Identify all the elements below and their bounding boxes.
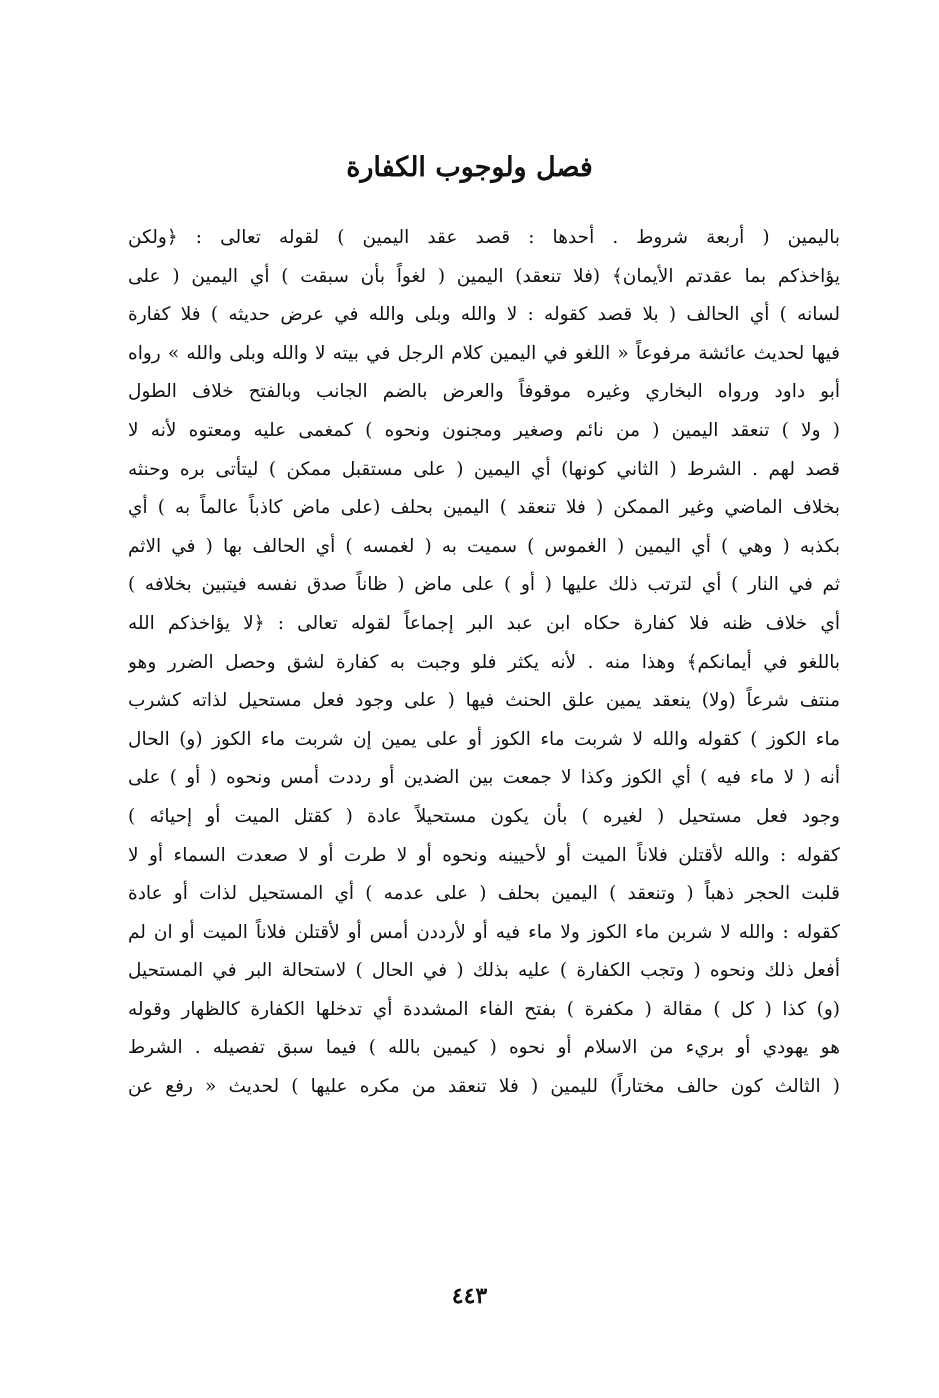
text-line: يؤاخذكم بما عقدتم الأيمان﴾ (فلا تنعقد) اليمين ( لغواً بأن سبقت ) أي اليمين ( على [128,265,840,287]
text-line: كقوله : والله لا شربن ماء الكوز ولا ماء فيه أو لأرددن أمس أو لأقتلن فلاناً الميت أو ان لم [128,921,840,943]
text-line: ( الثالث كون حالف مختاراً) لليمين ( فلا تنعقد من مكره عليها ) لحديث « رفع عن [128,1076,840,1098]
text-line: أفعل ذلك ونحوه ( وتجب الكفارة ) عليه بذلك ( في الحال ) لاستحالة البر في المستحيل [128,960,840,982]
text-line: (و) كذا ( كل ) مقالة ( مكفرة ) بفتح الفاء المشددة أي تدخلها الكفارة كالظهار وقوله [128,998,840,1020]
text-line: وجود فعل مستحيل ( لغيره ) بأن يكون مستحيلاً عادة ( كقتل الميت أو إحيائه ) [128,805,840,827]
text-line: باللغو في أيمانكم﴾ وهذا منه . لأنه يكثر فلو وجبت به كفارة لشق وحصل الضرر وهو [128,651,840,673]
text-line: منتف شرعاً (ولا) ينعقد يمين علق الحنث فيها ( على وجود فعل مستحيل لذاته كشرب [128,690,840,712]
text-line: ( ولا ) تنعقد اليمين ( من نائم وصغير ومجنون ونحوه ) كمغمى عليه ومعتوه لأنه لا [128,419,840,441]
body-text [128,219,840,1107]
text-line: هو يهودي أو بريء من الاسلام أو نحوه ( كيمين بالله ) فيما سبق تفصيله . الشرط [128,1037,840,1059]
text-line: قلبت الحجر ذهباً ( وتنعقد ) اليمين بحلف ( على عدمه ) أي المستحيل لذات أو عادة [128,883,840,905]
text-line: ثم في النار ) أي لترتب ذلك عليها ( أو ) على ماض ( ظاناً صدق نفسه فيتبين بخلافه ) [128,574,840,596]
text-line: لسانه ) أي الحالف ( بلا قصد كقوله : لا والله وبلى والله في عرض حديثه ) فلا كفارة [128,304,840,326]
text-line: بكذبه ( وهي ) أي اليمين ( الغموس ) سميت به ( لغمسه ) أي الحالف بها ( في الاثم [128,535,840,557]
text-line: قصد لهم . الشرط ( الثاني كونها) أي اليمين ( على مستقبل ممكن ) ليتأتى بره وحنثه [128,458,840,480]
text-line: بخلاف الماضي وغير الممكن ( فلا تنعقد ) اليمين بحلف (على ماض كاذباً عالماً به ) أي [128,497,840,519]
text-line: أي خلاف ظنه فلا كفارة حكاه ابن عبد البر إجماعاً لقوله تعالى : ﴿لا يؤاخذكم الله [128,612,840,634]
text-line: باليمين ( أربعة شروط . أحدها : قصد عقد اليمين ) لقوله تعالى : ﴿ولكن [128,227,840,248]
text-line: فيها لحديث عائشة مرفوعاً « اللغو في اليمين كلام الرجل في بيته لا والله وبلى والله » رواه [128,342,840,364]
section-title: فصل ولوجوب الكفارة [346,152,593,183]
text-line: أبو داود ورواه البخاري وغيره موقوفاً والعرض بالضم الجانب وبالفتح خلاف الطول [128,381,840,403]
text-line: أنه ( لا ماء فيه ) أي الكوز وكذا لا جمعت بين الضدين أو رددت أمس ونحوه ( أو ) على [128,767,840,789]
text-line: كقوله : والله لأقتلن فلاناً الميت أو لأحيينه ونحوه أو لا طرت أو لا صعدت السماء أو لا [128,844,840,866]
page-number: ٤٤٣ [451,1283,488,1309]
text-line: ماء الكوز ) كقوله والله لا شربت ماء الكوز أو على يمين إن شربت ماء الكوز (و) الحال [128,728,840,750]
